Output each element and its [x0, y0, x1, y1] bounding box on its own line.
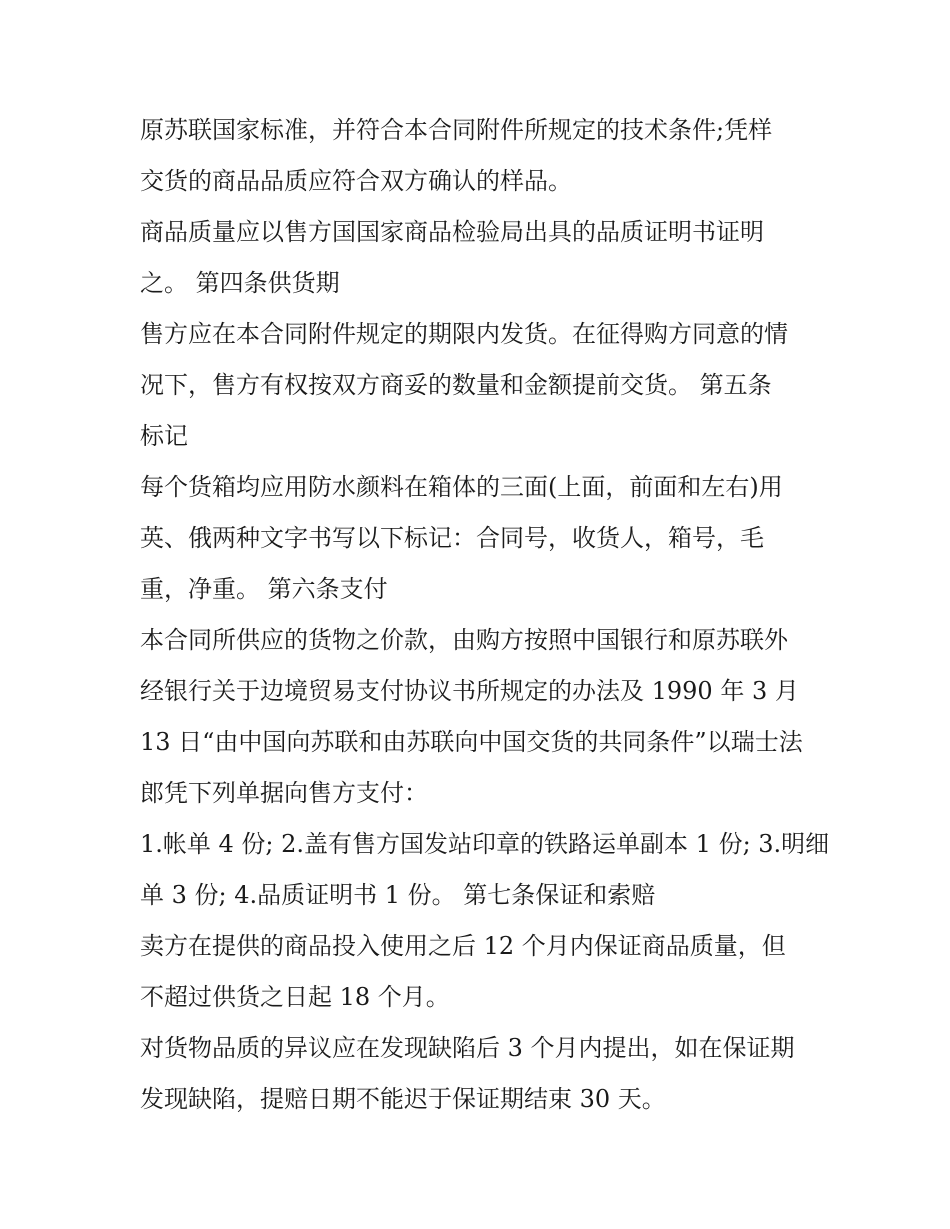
text-line: 卖方在提供的商品投入使用之后 12 个月内保证商品质量，但	[140, 932, 786, 960]
text-line: 英、俄两种文字书写以下标记：合同号，收货人，箱号，毛	[140, 524, 764, 552]
text-line: 标记	[140, 422, 188, 450]
text-line: 经银行关于边境贸易支付协议书所规定的办法及 1990 年 3 月	[140, 677, 799, 705]
text-line: 售方应在本合同附件规定的期限内发货。在征得购方同意的情	[140, 320, 788, 348]
contract-text	[140, 108, 830, 1128]
text-line: 况下，售方有权按双方商妥的数量和金额提前交货。 第五条	[140, 371, 772, 399]
text-line: 交货的商品品质应符合双方确认的样品。	[140, 167, 572, 195]
text-line: 1.帐单 4 份; 2.盖有售方国发站印章的铁路运单副本 1 份; 3.明细	[140, 830, 830, 858]
text-line: 每个货箱均应用防水颜料在箱体的三面(上面，前面和左右)用	[140, 473, 783, 501]
text-line: 原苏联国家标准，并符合本合同附件所规定的技术条件;凭样	[140, 116, 773, 144]
text-line: 13 日“由中国向苏联和由苏联向中国交货的共同条件”以瑞士法	[140, 728, 803, 756]
text-line: 本合同所供应的货物之价款，由购方按照中国银行和原苏联外	[140, 626, 788, 654]
text-line: 对货物品质的异议应在发现缺陷后 3 个月内提出，如在保证期	[140, 1034, 795, 1062]
text-line: 之。 第四条供货期	[140, 269, 340, 297]
text-line: 重，净重。 第六条支付	[140, 575, 388, 603]
text-line: 商品质量应以售方国国家商品检验局出具的品质证明书证明	[140, 218, 764, 246]
text-line: 发现缺陷，提赔日期不能迟于保证期结束 30 天。	[140, 1085, 666, 1113]
text-line: 不超过供货之日起 18 个月。	[140, 983, 450, 1011]
text-line: 郎凭下列单据向售方支付：	[140, 779, 428, 807]
text-line: 单 3 份; 4.品质证明书 1 份。 第七条保证和索赔	[140, 881, 656, 909]
